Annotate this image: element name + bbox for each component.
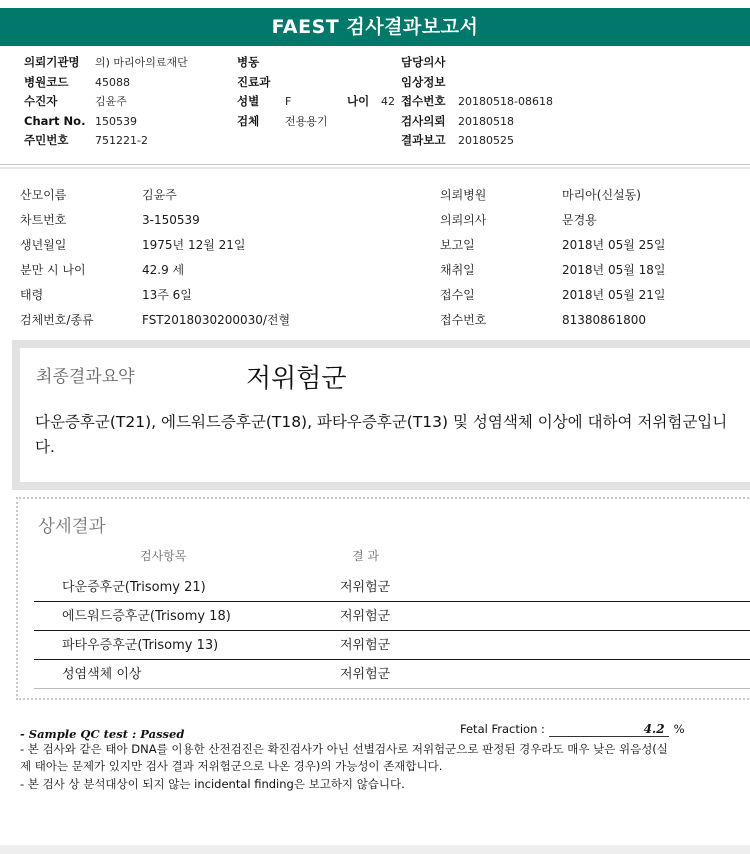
header-value: 751221-2	[95, 134, 148, 147]
section-divider	[0, 167, 750, 169]
header-value: 20180518	[458, 114, 514, 128]
header-label: 담당의사	[401, 55, 446, 69]
header-label: 주민번호	[24, 133, 69, 147]
age-value: 42	[381, 95, 395, 108]
info-label: 태령	[20, 288, 44, 302]
header-field	[24, 112, 188, 132]
summary-result: 저위험군	[246, 364, 347, 394]
info-value: 42.9 세	[142, 263, 185, 277]
final-result-summary	[12, 340, 750, 490]
test-result: 저위험군	[340, 609, 391, 624]
header-field	[237, 53, 395, 73]
info-label: 보고일	[440, 238, 475, 252]
table-row	[34, 631, 750, 660]
header-label: Chart No.	[24, 113, 86, 128]
table-row	[34, 602, 750, 631]
header-label: 임상정보	[401, 74, 446, 89]
fetal-fraction-label: Fetal Fraction :	[460, 722, 545, 736]
info-value: 1975년 12월 21일	[142, 238, 246, 252]
header-label: 의뢰기관명	[24, 55, 80, 69]
header-label: 접수번호	[401, 94, 446, 108]
info-value: 13주 6일	[142, 288, 192, 302]
info-label: 산모이름	[20, 188, 67, 202]
header-label: 결과보고	[401, 133, 446, 147]
header-label: 수진자	[24, 94, 58, 108]
header-label: 검사의뢰	[401, 113, 446, 128]
test-item: 다운증후군(Trisomy 21)	[62, 580, 206, 595]
header-label: 성별	[237, 94, 260, 108]
header-value: 김윤주	[95, 95, 127, 108]
info-label: 의뢰병원	[440, 188, 487, 202]
info-label: 접수번호	[440, 313, 487, 327]
column-header-item: 검사항목	[140, 549, 187, 563]
fetal-fraction-value: 4.2	[549, 722, 669, 737]
test-result: 저위험군	[340, 580, 391, 595]
header-value: 전용용기	[285, 114, 328, 128]
header-field	[237, 73, 395, 93]
header-field	[24, 53, 188, 73]
header-value: 20180518-08618	[458, 95, 553, 108]
info-label: 차트번호	[20, 213, 67, 227]
test-result: 저위험군	[340, 638, 391, 653]
report-title: FAEST 검사결과보고서	[0, 8, 750, 46]
info-label: 분만 시 나이	[20, 263, 86, 277]
header-value: 45088	[95, 75, 130, 89]
header-field	[401, 73, 553, 93]
footer-bar	[0, 845, 750, 854]
report-header	[0, 53, 750, 165]
info-value: 문경용	[562, 213, 597, 227]
info-label: 접수일	[440, 288, 475, 302]
table-row	[34, 660, 750, 689]
test-item: 에드워드증후군(Trisomy 18)	[62, 609, 231, 624]
header-field	[401, 53, 553, 73]
summary-title: 최종결과요약	[36, 367, 135, 387]
qc-status: - Sample QC test : Passed	[20, 727, 185, 741]
header-field	[24, 73, 188, 93]
info-label: 검체번호/종류	[20, 313, 94, 327]
header-value: 의) 마리아의료재단	[95, 56, 188, 69]
header-label: 검체	[237, 113, 260, 128]
info-label: 생년월일	[20, 238, 67, 252]
header-column-reception	[401, 53, 553, 151]
info-value: 3-150539	[142, 213, 200, 227]
fetal-fraction-unit: %	[673, 722, 685, 736]
detail-title: 상세결과	[38, 517, 106, 537]
info-value: 2018년 05월 21일	[562, 288, 666, 302]
detail-results	[16, 497, 750, 700]
summary-text: 다운증후군(T21), 에드워드증후군(T18), 파타우증후군(T13) 및 성염색체 이상에 대하여 저위험군입니다.	[35, 413, 728, 456]
column-header-result: 결 과	[352, 549, 379, 563]
header-value: 150539	[95, 114, 137, 128]
header-field	[24, 131, 188, 151]
header-field	[401, 131, 553, 151]
test-item: 성염색체 이상	[62, 667, 142, 682]
info-value: 81380861800	[562, 313, 646, 327]
header-field	[237, 92, 395, 112]
table-row	[34, 573, 750, 602]
test-item: 파타우증후군(Trisomy 13)	[62, 638, 219, 653]
header-field	[401, 112, 553, 132]
test-result: 저위험군	[340, 667, 391, 682]
header-field	[237, 112, 395, 132]
header-value: F	[285, 95, 292, 108]
info-label: 채취일	[440, 263, 475, 277]
info-value: 김윤주	[142, 188, 177, 202]
note-line: - 본 검사 상 분석대상이 되지 않는 incidental finding은 보고하지 않습니다.	[20, 777, 405, 791]
note-line: - 본 검사와 같은 태아 DNA를 이용한 산전검진은 확진검사가 아닌 선별검사로 저위험군으로 판정된 경우라도 매우 낮은 위음성(실	[20, 742, 668, 756]
header-column-requester	[24, 53, 188, 151]
info-value: 2018년 05월 18일	[562, 263, 666, 277]
age-label: 나이	[347, 94, 370, 108]
header-field	[401, 92, 553, 112]
info-label: 의뢰의사	[440, 213, 487, 227]
note-line: 제 태아는 문제가 있지만 검사 결과 저위험군으로 나온 경우)의 가능성이 존재합니다.	[20, 759, 443, 773]
info-value: 2018년 05월 25일	[562, 238, 666, 252]
age-field	[347, 92, 395, 112]
header-label: 병동	[237, 55, 260, 69]
fetal-fraction	[460, 722, 685, 737]
info-value: 마리아(신설동)	[562, 188, 641, 202]
header-column-ward	[237, 53, 395, 131]
header-label: 병원코드	[24, 74, 69, 89]
header-field	[24, 92, 188, 112]
info-value: FST2018030200030/전혈	[142, 313, 291, 327]
header-value: 20180525	[458, 134, 514, 147]
header-label: 진료과	[237, 74, 271, 89]
